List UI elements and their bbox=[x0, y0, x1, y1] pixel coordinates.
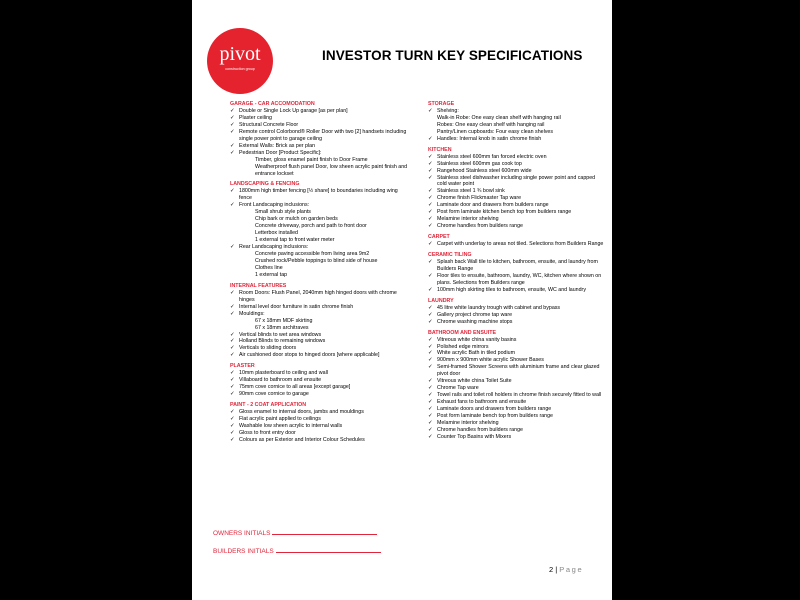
spec-item-text: Gallery project chrome tap ware bbox=[437, 311, 513, 318]
spec-item bbox=[428, 161, 606, 168]
section-heading: INTERNAL FEATURES bbox=[230, 282, 287, 289]
spec-item-text: Vitreous white china vanity basins bbox=[437, 336, 517, 343]
checkmark-icon: ✓ bbox=[428, 350, 433, 357]
spec-item bbox=[428, 188, 606, 195]
spec-item bbox=[230, 430, 410, 437]
left-column bbox=[230, 101, 410, 444]
spec-item-text: Floor tiles to ensuite, bathroom, laundry, WC, kitchen where shown on plans. Selections from Builders range bbox=[437, 272, 602, 286]
spec-item-text: Front Landscaping inclusions: bbox=[239, 202, 310, 209]
checkmark-icon: ✓ bbox=[230, 391, 235, 398]
checkmark-icon: ✓ bbox=[230, 289, 235, 296]
checkmark-icon: ✓ bbox=[428, 153, 433, 160]
spec-item bbox=[230, 230, 410, 237]
spec-item-text: Vitreous white china Toilet Suite bbox=[437, 378, 512, 385]
checkmark-icon: ✓ bbox=[230, 310, 235, 317]
spec-item-text: Flat acrylic paint applied to ceilings bbox=[239, 415, 321, 422]
spec-item bbox=[230, 304, 410, 311]
logo-tagline: construction group bbox=[225, 67, 255, 71]
checkmark-icon: ✓ bbox=[230, 384, 235, 391]
spec-item bbox=[230, 216, 410, 223]
spec-item-text: Crushed rock/Pebble toppings to blind side of house bbox=[255, 257, 378, 264]
spec-item-text: Verticals to sliding doors bbox=[239, 345, 297, 352]
spec-item-text: Post form laminate bench top from builders range bbox=[437, 413, 554, 420]
spec-item bbox=[428, 344, 606, 351]
section-heading: STORAGE bbox=[428, 101, 455, 107]
spec-item-text: Remote control Colorbond® Roller Door with two [2] handsets including single power point to garage ceiling bbox=[239, 128, 407, 142]
spec-item-text: Weatherproof flush panel Door, low sheen acrylic paint finish and entrance lockset bbox=[255, 163, 408, 177]
spec-item bbox=[428, 312, 606, 319]
page-number-separator: | bbox=[553, 565, 560, 574]
spec-item bbox=[230, 188, 410, 202]
page-number bbox=[549, 565, 583, 574]
spec-item-text: Timber, gloss enamel paint finish to Door Frame bbox=[255, 156, 368, 163]
spec-item-text: Letterbox installed bbox=[255, 230, 298, 237]
spec-item bbox=[230, 345, 410, 352]
checkmark-icon: ✓ bbox=[230, 244, 235, 251]
checkmark-icon: ✓ bbox=[428, 216, 433, 223]
spec-item-text: Rangehood Stainless steel 600mm wide bbox=[437, 167, 532, 174]
checkmark-icon: ✓ bbox=[230, 422, 235, 429]
document-page bbox=[192, 0, 612, 600]
checkmark-icon: ✓ bbox=[428, 188, 433, 195]
spec-item-text: Chrome washing machine stops bbox=[437, 318, 513, 325]
spec-item bbox=[230, 391, 410, 398]
checkmark-icon: ✓ bbox=[230, 436, 235, 443]
spec-item-text: Gloss enamel to internal doors, jambs and mouldings bbox=[239, 409, 364, 416]
checkmark-icon: ✓ bbox=[230, 345, 235, 352]
spec-item-text: Pantry/Linen cupboards: Four easy clean shelves bbox=[437, 128, 554, 135]
spec-item-text: White acrylic Bath in tiled podium bbox=[437, 350, 516, 357]
checkmark-icon: ✓ bbox=[230, 331, 235, 338]
checkmark-icon: ✓ bbox=[230, 121, 235, 128]
checkmark-icon: ✓ bbox=[230, 409, 235, 416]
spec-item bbox=[230, 352, 410, 359]
spec-item bbox=[428, 350, 606, 357]
page-title: INVESTOR TURN KEY SPECIFICATIONS bbox=[322, 48, 583, 63]
spec-item-text: Towel rails and toilet roll holders in chrome finish securely fitted to wall bbox=[437, 392, 602, 399]
owners-initials-label: OWNERS INITIALS bbox=[213, 530, 271, 537]
checkmark-icon: ✓ bbox=[428, 433, 433, 440]
spec-item bbox=[230, 251, 410, 258]
checkmark-icon: ✓ bbox=[428, 413, 433, 420]
spec-item bbox=[428, 202, 606, 209]
spec-item bbox=[428, 337, 606, 344]
checkmark-icon: ✓ bbox=[428, 426, 433, 433]
spec-item bbox=[428, 115, 606, 122]
spec-item-text: Mouldings: bbox=[239, 310, 265, 317]
spec-item bbox=[230, 338, 410, 345]
checkmark-icon: ✓ bbox=[428, 209, 433, 216]
checkmark-icon: ✓ bbox=[428, 364, 433, 371]
right-column bbox=[428, 101, 606, 441]
spec-item-text: Exhaust fans to bathroom and ensuite bbox=[437, 399, 527, 406]
checkmark-icon: ✓ bbox=[230, 352, 235, 359]
spec-item bbox=[230, 377, 410, 384]
spec-item bbox=[230, 122, 410, 129]
spec-item-text: Melamine interior shelving bbox=[437, 216, 499, 223]
checkmark-icon: ✓ bbox=[230, 429, 235, 436]
checkmark-icon: ✓ bbox=[428, 160, 433, 167]
spec-item bbox=[230, 258, 410, 265]
spec-item-text: Double or Single Lock Up garage [as per plan] bbox=[239, 107, 348, 114]
spec-item-text: Polished edge mirrors bbox=[437, 343, 489, 350]
spec-item bbox=[428, 129, 606, 136]
spec-item bbox=[428, 122, 606, 129]
spec-item-text: Small shrub style plants bbox=[255, 209, 311, 216]
spec-item bbox=[230, 384, 410, 391]
spec-item bbox=[428, 273, 606, 287]
checkmark-icon: ✓ bbox=[230, 377, 235, 384]
spec-item bbox=[428, 413, 606, 420]
spec-item bbox=[230, 164, 410, 178]
section-heading: KITCHEN bbox=[428, 146, 452, 153]
spec-item bbox=[428, 259, 606, 273]
section-heading: PLASTER bbox=[230, 363, 255, 370]
spec-item-text: Concrete paving accessible from living area 9m2 bbox=[255, 251, 370, 258]
spec-item bbox=[230, 409, 410, 416]
spec-item bbox=[428, 305, 606, 312]
spec-item bbox=[230, 202, 410, 209]
spec-item-text: Handles: Internal knob in satin chrome finish bbox=[437, 135, 542, 142]
checkmark-icon: ✓ bbox=[428, 419, 433, 426]
spec-item bbox=[428, 195, 606, 202]
checkmark-icon: ✓ bbox=[428, 343, 433, 350]
checkmark-icon: ✓ bbox=[428, 318, 433, 325]
spec-item-text: Clothes line bbox=[255, 264, 283, 271]
spec-item bbox=[230, 209, 410, 216]
spec-item bbox=[428, 175, 606, 189]
checkmark-icon: ✓ bbox=[428, 406, 433, 413]
logo-wordmark: pivot bbox=[219, 43, 261, 65]
spec-item bbox=[230, 129, 410, 143]
spec-item bbox=[428, 287, 606, 294]
checkmark-icon: ✓ bbox=[230, 338, 235, 345]
spec-item bbox=[230, 423, 410, 430]
spec-item bbox=[428, 357, 606, 364]
checkmark-icon: ✓ bbox=[428, 223, 433, 230]
spec-item-text: Carpet with underlay to areas not tiled. Selections from Builders Range bbox=[437, 241, 604, 248]
checkmark-icon: ✓ bbox=[230, 128, 235, 135]
spec-item bbox=[428, 223, 606, 230]
spec-item-text: Semi-framed Shower Screens with aluminium frame and clear glazed pivot door bbox=[437, 364, 600, 378]
owners-initials bbox=[213, 529, 377, 537]
section-heading: CARPET bbox=[428, 234, 450, 241]
spec-item bbox=[230, 244, 410, 251]
spec-item bbox=[230, 416, 410, 423]
spec-item-text: Shelving: bbox=[437, 107, 459, 114]
checkmark-icon: ✓ bbox=[230, 149, 235, 156]
owners-initials-line bbox=[272, 529, 377, 535]
spec-item-text: 1800mm high timber fencing [½ share] to boundaries including wing fence bbox=[239, 188, 398, 202]
checkmark-icon: ✓ bbox=[428, 167, 433, 174]
spec-item-text: Chrome handles from builders range bbox=[437, 223, 523, 230]
checkmark-icon: ✓ bbox=[230, 114, 235, 121]
spec-item-text: 1 external tap bbox=[255, 271, 288, 278]
spec-item bbox=[428, 108, 606, 115]
spec-item-text: Melamine interior shelving bbox=[437, 419, 499, 426]
checkmark-icon: ✓ bbox=[428, 202, 433, 209]
spec-item-text: Stainless steel 600mm fan forced electric oven bbox=[437, 153, 547, 160]
spec-item bbox=[428, 406, 606, 413]
page-number-value: 2 bbox=[549, 565, 554, 574]
spec-item-text: Stainless steel 1 ¾ bowl sink bbox=[437, 188, 505, 195]
spec-item bbox=[230, 150, 410, 157]
spec-item bbox=[230, 115, 410, 122]
checkmark-icon: ✓ bbox=[428, 272, 433, 279]
section-heading: LANDSCAPING & FENCING bbox=[230, 181, 300, 188]
section-heading: BATHROOM AND ENSUITE bbox=[428, 329, 496, 336]
spec-item-text: 100mm high skirting tiles to bathroom, ensuite, WC and laundry bbox=[437, 286, 586, 293]
spec-item bbox=[428, 209, 606, 216]
spec-item-text: Splash back Wall tile to kitchen, bathroom, ensuite, and laundry from Builders Range bbox=[437, 259, 598, 272]
spec-item-text: Concrete driveway, porch and path to front door bbox=[255, 223, 367, 230]
spec-item bbox=[428, 154, 606, 161]
spec-item-text: 1 external tap to front water meter bbox=[255, 237, 335, 244]
spec-item-text: 67 x 18mm MDF skirting bbox=[255, 317, 313, 324]
spec-item bbox=[428, 319, 606, 326]
spec-item bbox=[230, 265, 410, 272]
spec-item-text: Chrome handles from builders range bbox=[437, 426, 523, 433]
spec-item-text: Laminate door and drawers from builders range bbox=[437, 202, 549, 209]
spec-item-text: 67 x 18mm architraves bbox=[255, 324, 309, 331]
section-heading: LAUNDRY bbox=[428, 297, 454, 304]
checkmark-icon: ✓ bbox=[230, 202, 235, 209]
spec-item-text: Stainless steel 600mm gas cook top bbox=[437, 160, 522, 167]
checkmark-icon: ✓ bbox=[230, 188, 235, 195]
section-heading: GARAGE - CAR ACCOMODATION bbox=[230, 101, 315, 107]
spec-item bbox=[230, 437, 410, 444]
spec-item-text: Chip bark or mulch on garden beds bbox=[255, 216, 338, 223]
spec-item bbox=[230, 318, 410, 325]
spec-item-text: Washable low sheen acrylic to internal walls bbox=[239, 422, 343, 429]
spec-item bbox=[428, 378, 606, 385]
spec-item bbox=[428, 434, 606, 441]
spec-item bbox=[428, 392, 606, 399]
spec-item bbox=[230, 237, 410, 244]
spec-item-text: Chrome finish Flickmaster Tap ware bbox=[437, 195, 522, 202]
spec-item-text: 45 litre white laundry trough with cabinet and bypass bbox=[437, 304, 561, 311]
checkmark-icon: ✓ bbox=[428, 259, 433, 266]
spec-item bbox=[428, 420, 606, 427]
spec-item-text: Walk-in Robe: One easy clean shelf with hanging rail bbox=[437, 114, 561, 121]
spec-item bbox=[428, 364, 606, 378]
spec-item-text: Stainless steel dishwasher including single power point and capped cold water point bbox=[437, 174, 596, 188]
checkmark-icon: ✓ bbox=[230, 370, 235, 377]
checkmark-icon: ✓ bbox=[428, 195, 433, 202]
spec-item bbox=[428, 399, 606, 406]
spec-item-text: Robes: One easy clean shelf with hanging rail bbox=[437, 121, 545, 128]
spec-item bbox=[230, 290, 410, 304]
spec-item-text: 900mm x 900mm white acrylic Shower Bases bbox=[437, 357, 544, 364]
checkmark-icon: ✓ bbox=[428, 378, 433, 385]
spec-item-text: Rear Landscaping inclusions: bbox=[239, 244, 309, 251]
spec-item-text: 75mm cove cornice to all areas [except garage] bbox=[239, 384, 351, 391]
checkmark-icon: ✓ bbox=[428, 174, 433, 181]
spec-item-text: Air cushioned door stops to hinged doors [where applicable] bbox=[239, 352, 380, 359]
checkmark-icon: ✓ bbox=[428, 392, 433, 399]
spec-item-text: Internal level door furniture in satin chrome finish bbox=[239, 303, 354, 310]
checkmark-icon: ✓ bbox=[428, 385, 433, 392]
checkmark-icon: ✓ bbox=[230, 415, 235, 422]
section-heading: CERAMIC TILING bbox=[428, 252, 472, 259]
spec-item-text: Colours as per Exterior and Interior Colour Schedules bbox=[239, 436, 365, 443]
section-heading: PAINT - 2 COAT APPLICATION bbox=[230, 402, 307, 409]
checkmark-icon: ✓ bbox=[428, 357, 433, 364]
builders-initials-label: BUILDERS INITIALS bbox=[213, 548, 274, 555]
spec-item bbox=[428, 168, 606, 175]
checkmark-icon: ✓ bbox=[428, 399, 433, 406]
spec-item bbox=[428, 427, 606, 434]
checkmark-icon: ✓ bbox=[428, 241, 433, 248]
spec-item bbox=[230, 108, 410, 115]
checkmark-icon: ✓ bbox=[428, 135, 433, 142]
checkmark-icon: ✓ bbox=[230, 107, 235, 114]
spec-item-text: Villaboard to bathroom and ensuite bbox=[239, 377, 322, 384]
checkmark-icon: ✓ bbox=[230, 142, 235, 149]
spec-item-text: Plaster ceiling bbox=[239, 114, 272, 121]
spec-item-text: Pedestrian Door [Product Specific]: bbox=[239, 149, 322, 156]
spec-item-text: Structural Concrete Floor bbox=[239, 121, 299, 128]
spec-item bbox=[428, 216, 606, 223]
spec-item bbox=[428, 136, 606, 143]
spec-item bbox=[428, 385, 606, 392]
spec-item bbox=[230, 272, 410, 279]
spec-item bbox=[230, 332, 410, 339]
spec-item-text: 10mm plasterboard to ceiling and wall bbox=[239, 370, 328, 377]
spec-item-text: Post form laminate kitchen bench top from builders range bbox=[437, 209, 572, 216]
builders-initials bbox=[213, 547, 381, 555]
spec-item-text: Gloss to front entry door bbox=[239, 429, 296, 436]
pivot-logo bbox=[207, 28, 273, 94]
spec-item-text: Holland Blinds to remaining windows bbox=[239, 338, 326, 345]
checkmark-icon: ✓ bbox=[428, 107, 433, 114]
page-number-word: Page bbox=[559, 565, 584, 574]
checkmark-icon: ✓ bbox=[428, 311, 433, 318]
builders-initials-line bbox=[276, 547, 381, 553]
spec-item bbox=[230, 325, 410, 332]
spec-item bbox=[230, 223, 410, 230]
checkmark-icon: ✓ bbox=[230, 303, 235, 310]
spec-item-text: 90mm cove cornice to garage bbox=[239, 391, 309, 398]
spec-item bbox=[428, 241, 606, 248]
checkmark-icon: ✓ bbox=[428, 336, 433, 343]
spec-item-text: Vertical blinds to wet area windows bbox=[239, 331, 322, 338]
spec-item bbox=[230, 311, 410, 318]
spec-item bbox=[230, 157, 410, 164]
checkmark-icon: ✓ bbox=[428, 304, 433, 311]
spec-item-text: Chrome Tap ware bbox=[437, 385, 479, 392]
spec-item bbox=[230, 370, 410, 377]
spec-item-text: External Walls: Brick as per plan bbox=[239, 142, 316, 149]
spec-item bbox=[230, 143, 410, 150]
spec-item-text: Counter Top Basins with Mixers bbox=[437, 433, 512, 440]
spec-item-text: Laminate doors and drawers from builders range bbox=[437, 406, 552, 413]
checkmark-icon: ✓ bbox=[428, 286, 433, 293]
spec-item-text: Room Doors: Flush Panel, 2040mm high hinged doors with chrome hinges bbox=[239, 289, 397, 303]
